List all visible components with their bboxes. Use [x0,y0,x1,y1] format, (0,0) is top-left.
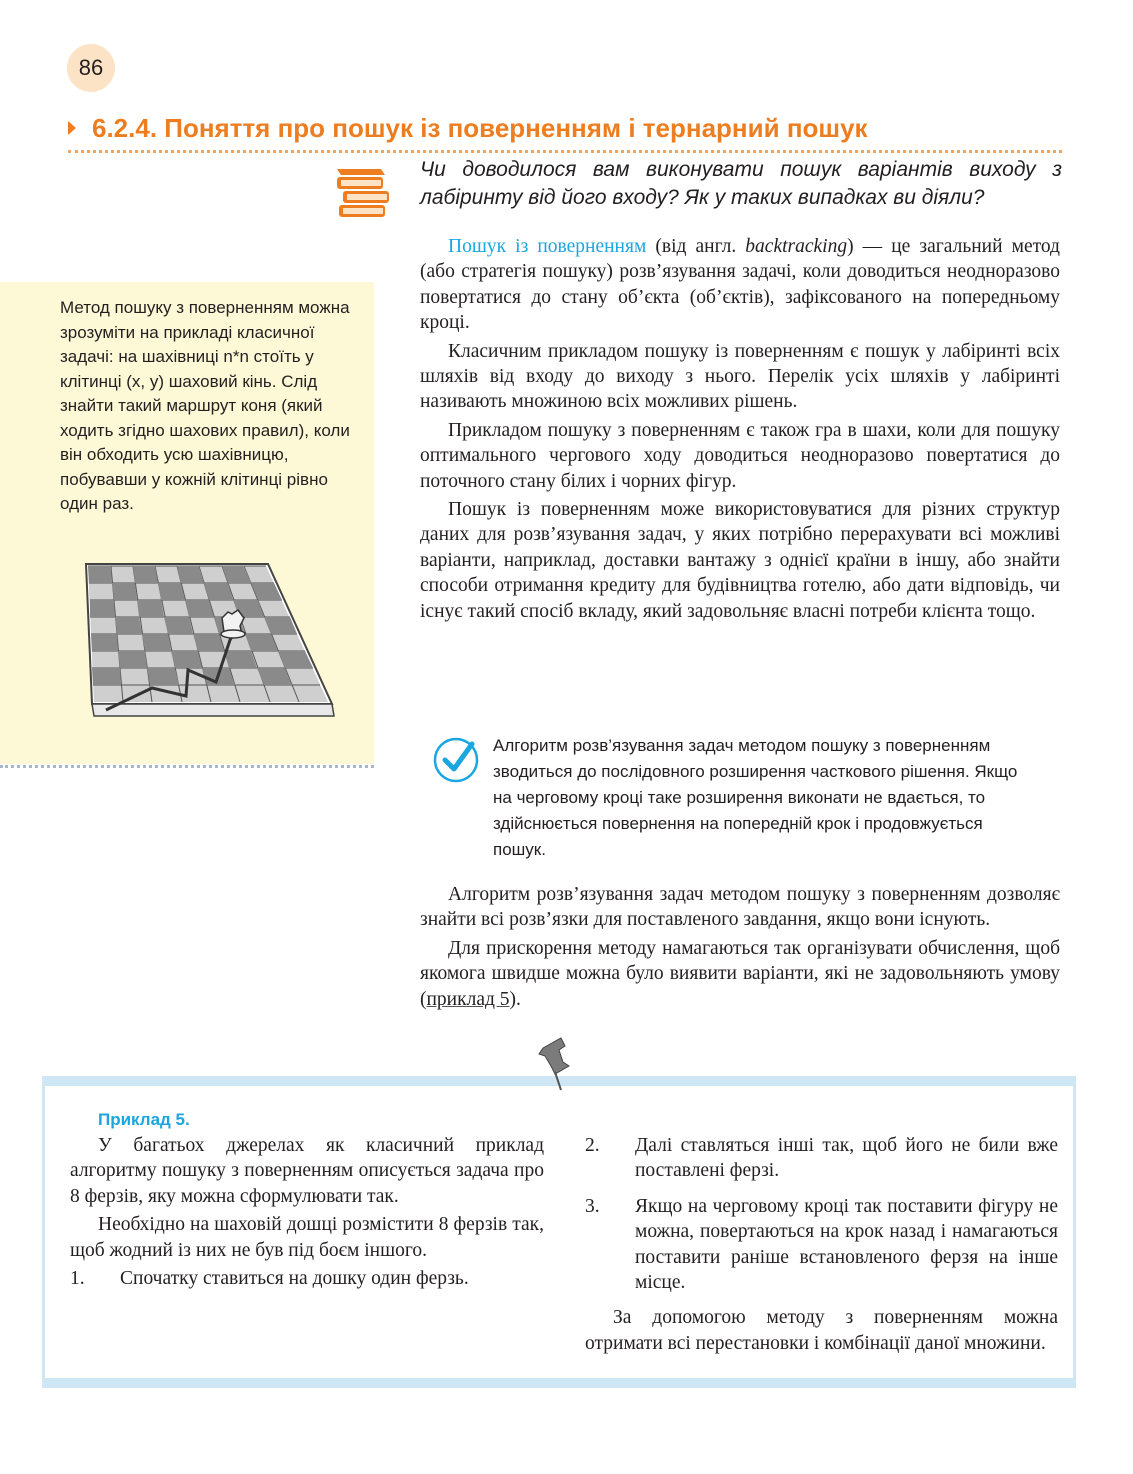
section-heading [68,108,1068,148]
example-intro: У багатьох джерелах як класичний приклад алгоритму пошуку з поверненням описується задача про 8 ферзів, яку можна сформулювати так. [70,1135,544,1207]
paragraph-labyrinth: Класичним прикладом пошуку із поверненням є пошук у лабіринті всіх шляхів від входу до виходу з нього. Перелік усіх шляхів у лабіринті називають множиною всіх можливих рішень. [420,340,1060,413]
list-number: 3. [585,1195,600,1217]
intro-question: Чи доводилося вам виконувати пошук варіантів виходу з лабіринту від його входу? Як у таких випадках ви діяли? [420,158,1062,209]
list-item [585,1133,1058,1184]
example-link[interactable]: приклад 5 [426,988,510,1010]
checkmark-icon [432,734,482,784]
main-text-continued [420,882,1060,1015]
pushpin-icon [535,1036,579,1092]
books-icon [335,165,395,223]
triangle-marker-icon [68,121,76,135]
section-heading-text: 6.2.4. Поняття про пошук із поверненням і тернарний пошук [92,112,868,143]
list-item [585,1194,1058,1296]
chessboard-knight-illustration [82,560,342,730]
paragraph-definition [420,234,1060,336]
acceleration-end: ). [509,988,521,1010]
definition-part: (від англ. [646,236,746,257]
list-number: 2. [585,1135,600,1156]
list-text: Спочатку ставиться на дошку один ферзь. [120,1268,469,1290]
example-title: Приклад 5. [98,1110,190,1129]
paragraph-chess: Прикладом пошуку з поверненням є також гра в шахи, коли для пошуку оптимального чергового ходу доводиться неодноразово повертатися до поточного стану білих і чорних фігур. [420,419,1060,492]
paragraph-applications: Пошук із поверненням може використовуватися для різних структур даних для розв’язування задач, у яких потрібно перерахувати всі можливі варіанти, наприклад, доставки вантажу з однієї країни в іншу, або знайти способи отримання кредиту для будівництва готелю, або дати відповідь, чи існує такий спосіб вкладу, який задовольняє власні потреби клієнта тощо. [420,499,1060,622]
term-backtracking: Пошук із поверненням [448,236,647,257]
paragraph-all-solutions: Алгоритм розв’язування задач методом пошуку з поверненням дозволяє знайти всі розв’язки для поставленого завдання, якщо вони існують. [420,884,1060,931]
example-task: Необхідно на шаховій дошці розмістити 8 ферзів так, щоб жодний із них не був під боєм іншого. [70,1214,544,1261]
list-item [70,1266,544,1291]
list-text: Далі ставляться інші так, щоб його не били вже поставлені ферзі. [635,1135,1058,1182]
page-number: 86 [67,44,115,92]
term-english: backtracking [745,236,848,257]
definition-rest: ) — це загальний метод (або стратегія пошуку) розв’язування задачі, коли доводиться неодноразово повертатися до стану об’єкта (об’єктів), зафіксованого на попередньому кроці. [420,236,1060,334]
sidebar-text: Метод пошуку з поверненням можна зрозуміти на прикладі класичної задачі: на шахівниці n*n стоїть у клітинці (x, y) шаховий кінь. Слід знайти такий маршрут коня (який ходить згідно шахових правил), коли він обходить усю шахівницю, побувавши у кожній клітинці рівно один раз. [60,298,350,513]
example-right-column [585,1133,1058,1359]
list-number: 1. [70,1268,85,1290]
acceleration-text: Для прискорення методу намагаються так організувати обчислення, щоб якомога швидше можна було виявити варіанти, які не задовольняють умову ( [420,937,1060,1010]
heading-divider [68,150,1062,153]
main-text [420,234,1060,627]
sidebar-divider [0,765,374,768]
example-left-column [70,1133,544,1294]
example-conclusion: За допомогою методу з поверненням можна отримати всі перестановки і комбінації даної множини. [585,1307,1058,1354]
paragraph-acceleration [420,936,1060,1012]
key-point-callout: Алгоритм розв’язування задач методом пошуку з поверненням зводиться до послідовного розширення часткового рішення. Якщо на черговому кроці таке розширення виконати не вдається, то здійснюється повернення на попередній крок і продовжується пошук. [493,736,1018,859]
list-text: Якщо на черговому кроці так поставити фігуру не можна, повертаються на крок назад і намагаються поставити раніше встановленого ферзя на інше місце. [635,1195,1058,1294]
